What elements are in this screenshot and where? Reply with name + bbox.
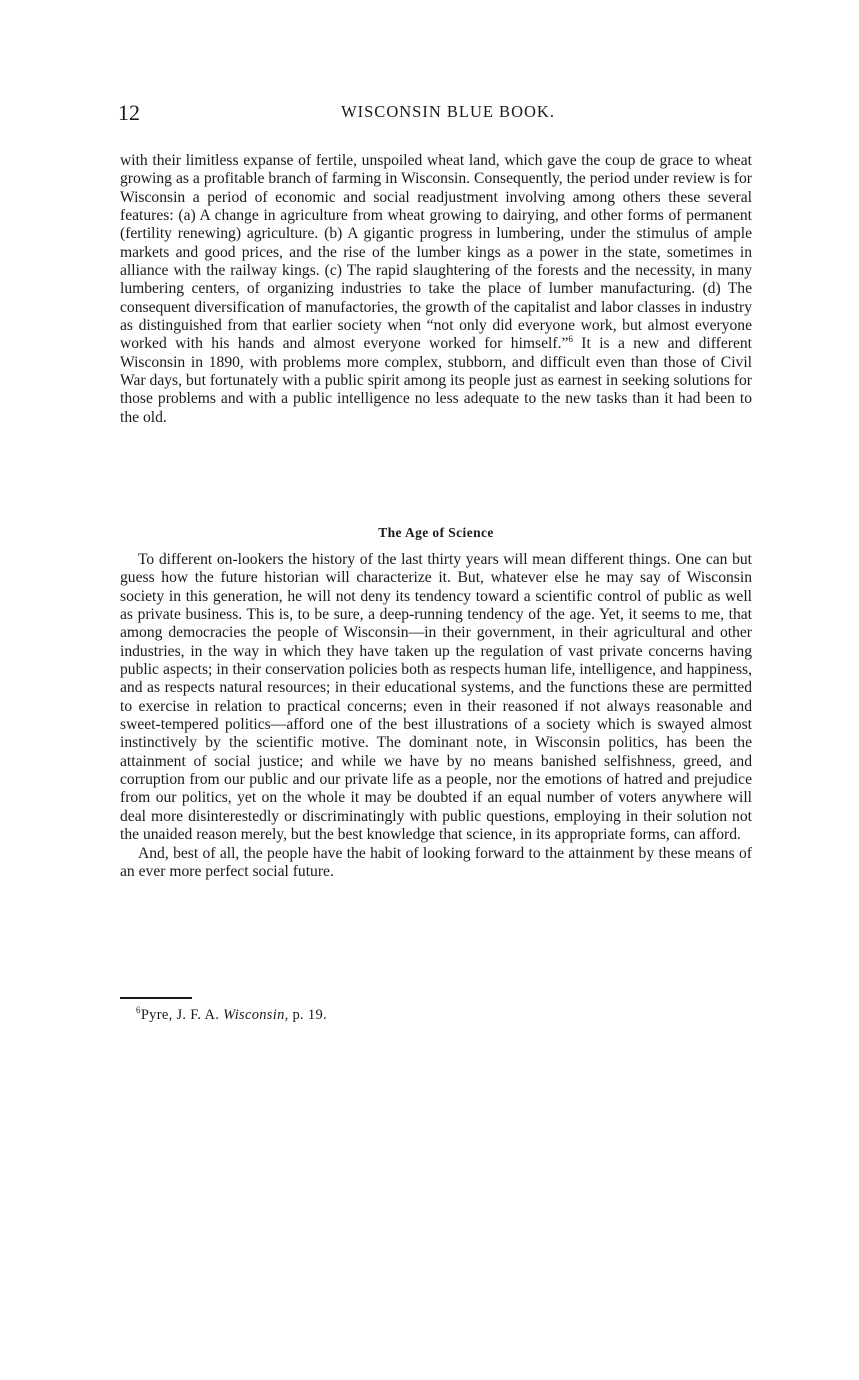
footnote-number: 6	[136, 1005, 141, 1016]
footnote-title: Wisconsin,	[223, 1007, 289, 1023]
paragraph-text	[120, 152, 752, 427]
footnote	[136, 1007, 327, 1024]
page-header	[118, 100, 754, 128]
section-paragraph: To different on-lookers the history of the last thirty years will mean different things. One can but guess how the future historian will characterize it. But, whatever else he may say of Wisconsin society in this generation, he will not deny its tendency toward a scientific control of public as well as private business. This is, to be sure, a deep-running tendency of the age. Yet, it seems to me, that among democracies the people of Wisconsin—in their government, in their agricultural and other industries, in the way in which they have taken up the regulation of vast private concerns having public aspects; in their conservation policies both as respects human life, intelligence, and happiness, and as respects natural resources; in their educational systems, and the functions these are permitted to exercise in relation to practical concerns; even in their reasoned if not always reasonable and sweet-tempered politics—afford one of the best illustrations of a society which is swayed almost instinctively by the scientific motive. The dominant note, in Wisconsin politics, has been the attainment of social justice; and while we have by no means banished selfishness, greed, and corruption from our public and our private life as a people, nor the emotions of hatred and prejudice from our politics, yet on the whole it may be doubted if an equal number of voters anywhere will deal more disinterestedly or discriminatingly with public questions, employing in their solution not the unaided reason merely, but the best knowledge that science, in its appropriate forms, can afford.	[120, 551, 752, 844]
footnote-page: p. 19.	[292, 1007, 327, 1023]
page-number: 12	[118, 100, 140, 125]
section-paragraph: And, best of all, the people have the habit of looking forward to the attainment by these means of an ever more perfect social future.	[120, 844, 752, 880]
running-title: WISCONSIN BLUE BOOK.	[341, 102, 555, 121]
paragraph-text-after-ref: It is a new and different Wisconsin in 1890, with problems more complex, stubborn, and difficult even than those of Civil War days, but fortunately with a public spirit among its people just as earnest in seeking solutions for those problems and with a public intelligence no less adequate to the new tasks than it had been to the old.	[120, 335, 752, 426]
footnote-divider	[120, 997, 192, 999]
section-heading: The Age of Science	[378, 525, 494, 540]
paragraph-text-before-ref: with their limitless expanse of fertile, unspoiled wheat land, which gave the coup de grace to wheat growing as a profitable branch of farming in Wisconsin. Consequently, the period under review is for Wisconsin a period of economic and social readjustment involving among others these several features: (a) A change in agriculture from wheat growing to dairying, and other forms of permanent (fertility renewing) agriculture. (b) A gigantic progress in lumbering, under the stimulus of ample markets and good prices, and the rise of the lumber kings as a power in the state, sometimes in alliance with the railway kings. (c) The rapid slaughtering of the forests and the necessity, in many lumbering centers, of organizing industries to take the place of lumber manufacturing. (d) The consequent diversification of manufactories, the growth of the capitalist and labor classes in industry as distinguished from that earlier society when “not only did everyone work, but almost everyone worked with his hands and almost everyone worked for himself.”	[120, 152, 752, 353]
footnote-reference: 6	[568, 334, 573, 345]
footnote-author: Pyre, J. F. A.	[140, 1007, 220, 1023]
opening-paragraph	[120, 152, 752, 427]
section-body	[120, 551, 752, 881]
